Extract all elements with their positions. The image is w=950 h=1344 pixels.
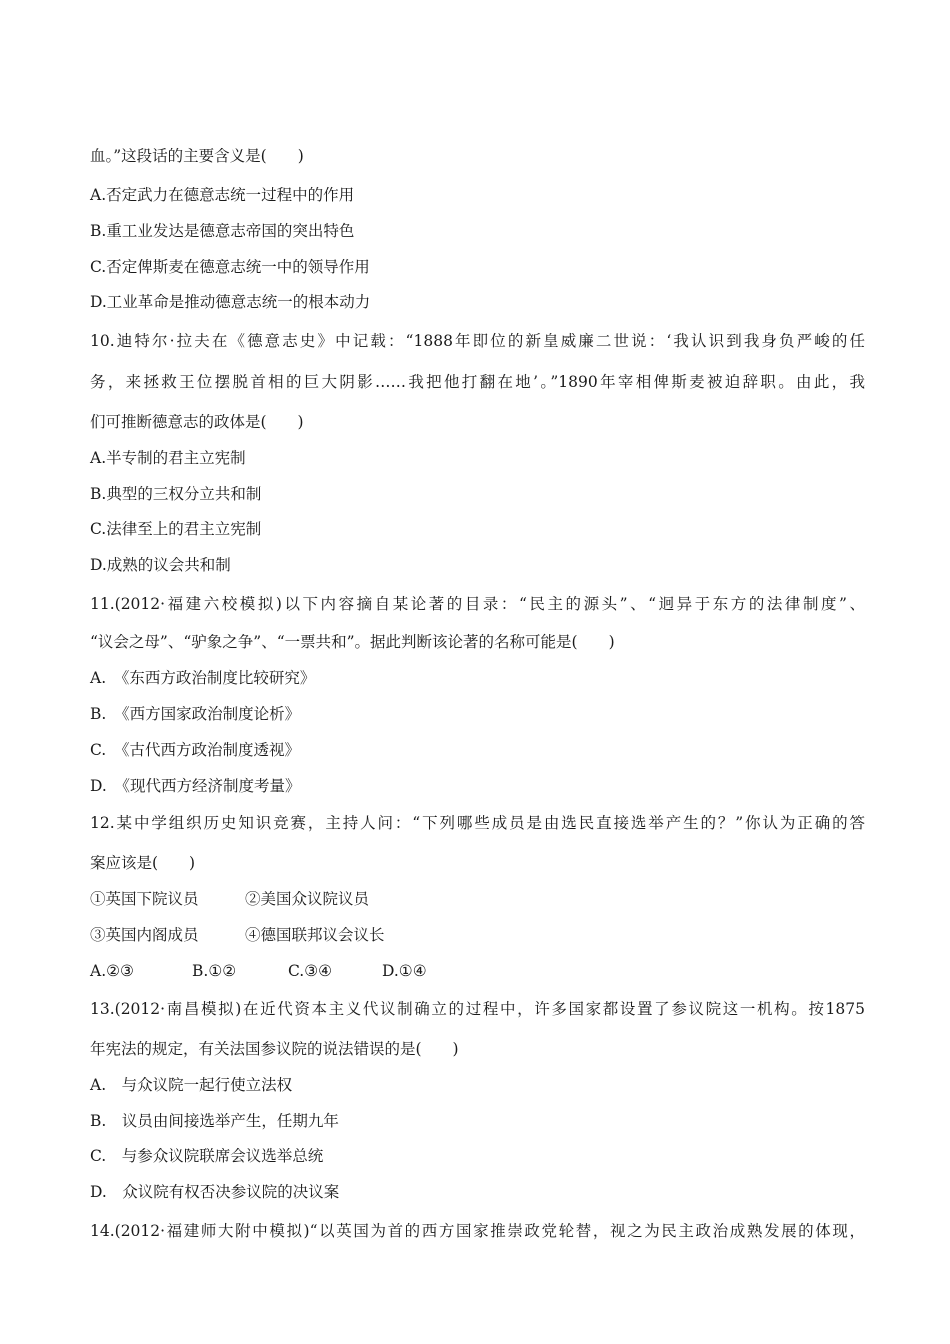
q10-option-a: A.半专制的君主立宪制 xyxy=(90,449,246,467)
q12-stem-line1: 12.某中学组织历史知识竞赛，主持人问：“下列哪些成员是由选民直接选举产生的？”你认为正确的答 xyxy=(90,814,865,832)
q13-option-c: C. 与参众议院联席会议选举总统 xyxy=(90,1147,324,1165)
q10-stem-line1: 10.迪特尔·拉夫在《德意志史》中记载：“1888年即位的新皇威廉二世说：‘我认识到我身负严峻的任 xyxy=(90,332,865,350)
q9-option-b: B.重工业发达是德意志帝国的突出特色 xyxy=(90,222,355,240)
q11-option-c: C. 《古代西方政治制度透视》 xyxy=(90,741,300,759)
q11-stem-line1: 11.(2012·福建六校模拟)以下内容摘自某论著的目录：“民主的源头”、“迥异于东方的法律制度”、 xyxy=(90,595,865,613)
q9-stem-tail: 血。”这段话的主要含义是( ) xyxy=(90,147,304,165)
q12-option-b: B.①② xyxy=(192,962,237,980)
q13-option-b: B. 议员由间接选举产生，任期九年 xyxy=(90,1112,339,1130)
q13-stem-line2: 年宪法的规定，有关法国参议院的说法错误的是( ) xyxy=(90,1040,459,1058)
q12-option-a: A.②③ xyxy=(90,962,134,980)
q12-option-d: D.①④ xyxy=(382,962,427,980)
q12-items-row2: ③英国内阁成员 ④德国联邦议会议长 xyxy=(90,926,385,944)
q11-option-b: B. 《西方国家政治制度论析》 xyxy=(90,705,301,723)
q13-option-a: A. 与众议院一起行使立法权 xyxy=(90,1076,293,1094)
q14-stem-line1: 14.(2012·福建师大附中模拟)“以英国为首的西方国家推崇政党轮替，视之为民主政治成熟发展的体现， xyxy=(90,1222,865,1240)
q10-stem-line2: 务，来拯救王位摆脱首相的巨大阴影……我把他打翻在地’。”1890年宰相俾斯麦被迫辞职。由此，我 xyxy=(90,373,865,391)
q9-option-a: A.否定武力在德意志统一过程中的作用 xyxy=(90,186,355,204)
q11-option-a: A. 《东西方政治制度比较研究》 xyxy=(90,669,316,687)
q12-stem-line2: 案应该是( ) xyxy=(90,854,196,872)
q11-option-d: D. 《现代西方经济制度考量》 xyxy=(90,777,301,795)
q12-options xyxy=(90,961,427,981)
q9-option-d: D.工业革命是推动德意志统一的根本动力 xyxy=(90,293,371,311)
q12-items-row1: ①英国下院议员 ②美国众议院议员 xyxy=(90,890,370,908)
q13-stem-line1: 13.(2012·南昌模拟)在近代资本主义代议制确立的过程中，许多国家都设置了参议院这一机构。按1875 xyxy=(90,1000,865,1018)
q10-option-b: B.典型的三权分立共和制 xyxy=(90,485,262,503)
q13-option-d: D. 众议院有权否决参议院的决议案 xyxy=(90,1183,340,1201)
q10-option-c: C.法律至上的君主立宪制 xyxy=(90,520,262,538)
q12-option-c: C.③④ xyxy=(288,962,333,980)
q10-stem-line3: 们可推断德意志的政体是( ) xyxy=(90,413,304,431)
q11-stem-line2: “议会之母”、“驴象之争”、“一票共和”。据此判断该论著的名称可能是( ) xyxy=(90,633,615,651)
q9-option-c: C.否定俾斯麦在德意志统一中的领导作用 xyxy=(90,258,370,276)
q10-option-d: D.成熟的议会共和制 xyxy=(90,556,231,574)
